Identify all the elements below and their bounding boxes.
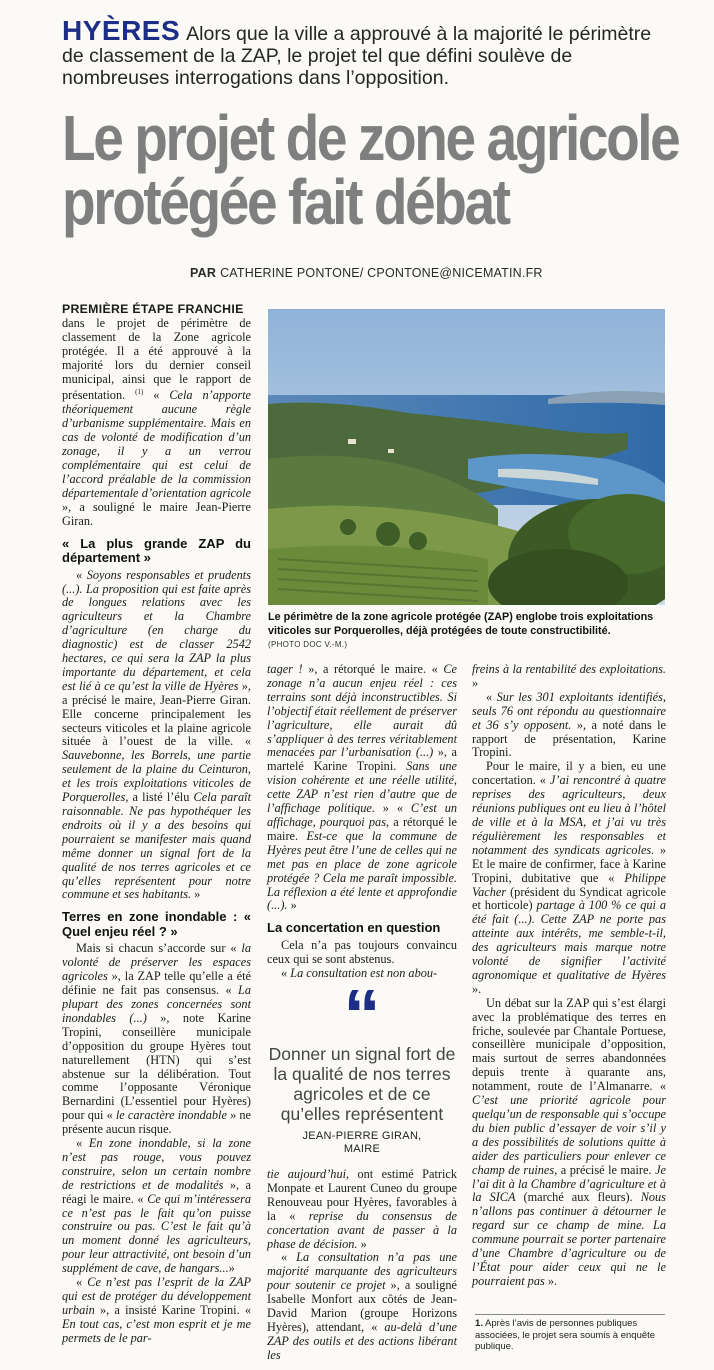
byline-par: PAR xyxy=(190,266,217,280)
text: , ont estimé Patrick Monpate et Laurent Cuneo du groupe Renouveau pour Hyères, favorables à la « xyxy=(267,1167,457,1223)
quote-author-role: MAIRE xyxy=(343,1143,381,1155)
column-2-continued xyxy=(267,1168,457,1363)
quote-text: Je l’ai dit à la Chambre d’agriculture et à la SICA xyxy=(472,1162,667,1205)
subheading: La concertation en question xyxy=(267,920,441,936)
text: Un débat sur la ZAP qui s’est élargi avec la problématique des terres en friche, soulevée par Chantale Portuese, conseillère municipale d’opposition, mais surtout de serres abandonnées depuis trente à quarante ans, notamment, route de l’Almanarre. « xyxy=(472,995,666,1094)
paragraph xyxy=(62,1276,251,1346)
text: » xyxy=(357,1236,367,1251)
headline-line-1: Le projet de zone agricole xyxy=(62,102,679,174)
text: Mais si chacun s’accorde sur « xyxy=(76,941,242,956)
text: « xyxy=(76,567,87,582)
quote-text: Sauvebonne, les Borrels, une partie seulement de la plaine du Ceinturon, et les trois exploitations viticoles de Porquerolles xyxy=(62,748,251,805)
text: » xyxy=(228,1261,235,1276)
quote-text: Soyons responsables et prudents (...). La proposition qui est faite après de longues relations avec les agriculteurs et la Chambre d’agriculture (en charge du diagnostic) est de classer 2542 hectares, ce qui sera la ZAP la plus importante du département, et cela est lié à ce qu’est la ville de Hyères xyxy=(62,567,251,693)
text: « xyxy=(76,1275,88,1290)
quote-text: reprise du consensus de concertation avant de passer à la phase de décision. xyxy=(267,1208,458,1251)
subheading: Terres en zone inondable : « Quel enjeu réel ? » xyxy=(62,909,251,939)
text: », a martelé Karine Tropini. xyxy=(267,745,457,774)
city-label: HYÈRES xyxy=(62,15,181,46)
landscape-photo xyxy=(268,309,665,605)
quote-text: En zone inondable, si la zone n’est pas rouge, vous pouvez construire, selon un certain nombre de restrictions et de modalités xyxy=(62,1136,251,1192)
photo-credit: (PHOTO DOC V.-M.) xyxy=(268,640,348,649)
kicker-text: Alors que la ville a approuvé à la majorité le périmètre de classement de la ZAP, le projet tel que défini soulève de nombreuses interrogations dans l’opposition. xyxy=(62,23,652,89)
quote-text: C’est une priorité agricole pour quelqu’un de responsable qui s’occupe du bien public d’essayer de voir s’il y a des possibilités de solutions quitte à aider des particuliers pour enlever ce champ de ruines xyxy=(472,1093,666,1177)
column-2 xyxy=(267,663,457,981)
text: » xyxy=(472,675,479,690)
text: » xyxy=(191,887,201,902)
quote-text: Ce n’est pas l’esprit de la ZAP qui est de protéger du développement urbain xyxy=(62,1275,251,1317)
quote-text: La consultation n’a pas une majorité marquante des agriculteurs pour soutenir ce projet xyxy=(267,1250,457,1293)
quote-text: Cela paraît raisonnable. Ne pas hypothéquer les endroits où il y a des besoins qui pourraient se manifester mais quand même donner un signal fort de la qualité de nos terres agricoles et ce qu’elles représentent pour notre commune et ses habitants. xyxy=(62,790,251,902)
footnote-text: Après l’avis de personnes publiques associées, le projet sera soumis à enquête publique. xyxy=(475,1318,656,1352)
byline-author: CATHERINE PONTONE/ CPONTONE@NICEMATIN.FR xyxy=(220,266,543,280)
text: » ne présente aucun risque. xyxy=(62,1108,252,1137)
paragraph xyxy=(62,942,251,1137)
text: « xyxy=(76,1136,89,1151)
text: », a souligné le maire Jean-Pierre Giran. xyxy=(62,499,251,528)
quote-text: La plupart des zones concernées sont inondables (...) xyxy=(62,983,251,1025)
text: », a noté dans le rapport de présentation, Karine Tropini. xyxy=(472,717,666,760)
paragraph xyxy=(267,1251,457,1362)
text: », a précisé le maire, Jean-Pierre Giran. Elle concerne principalement les secteurs viticoles et la plaine agricole située à l’ouest de la ville. « xyxy=(62,678,251,749)
text: (marché aux fleurs). xyxy=(515,1190,641,1205)
quote-text: Sans une vision cohérente et une réelle utilité, cette ZAP n’est rien d’autre que de l’affichage politique. xyxy=(267,759,458,816)
pull-quote-author xyxy=(267,1130,457,1156)
footnote-number: 1. xyxy=(475,1318,483,1329)
text: (président du Syndicat agricole et horticole) xyxy=(472,884,666,913)
footnote xyxy=(475,1314,665,1353)
quote-text: Ce qui m’intéressera ce n’est pas le fait qu’on puisse construire ou pas. C’est le fait qu’à un moment donné les agriculteurs, pour leur attractivité, ont besoin d’un supplément de cave, de hangars... xyxy=(62,1191,252,1276)
photo-caption: Le périmètre de la zone agricole protégée (ZAP) englobe trois exploitations viticoles sur Porquerolles, déjà protégées de toute constructibilité. xyxy=(268,611,654,637)
quote-text: partage à 100 % ce qui a été fait (...). Cette ZAP ne porte pas atteinte aux intérêts, me semble-t-il, des agriculteurs mais marque notre volonté de signifier l’activité agronomique et qualitative de Hyères xyxy=(472,898,666,982)
paragraph xyxy=(62,303,251,529)
lead-in: PREMIÈRE ÉTAPE FRANCHIE xyxy=(62,302,244,316)
column-1 xyxy=(62,303,251,1346)
quote-text: Philippe Vacher xyxy=(472,870,666,899)
pull-quote-text: Donner un signal fort de la qualité de nos terres agricoles et de ce qu’elles représentent xyxy=(268,1044,456,1124)
text: « xyxy=(281,965,291,980)
text: », a rétorqué le maire. « xyxy=(308,662,444,676)
quote-text: Nous n’allons pas continuer à détourner le regard sur ce champ de mine. La commune pourrait se porter partenaire d’une Chambre d’agriculture ou de l’État pour aider ceux qui ne le pourraient pas xyxy=(472,1190,666,1288)
porquerolles-landscape-image xyxy=(268,309,665,605)
paragraph xyxy=(62,569,251,903)
quote-text: La consultation est non abou- xyxy=(290,965,438,980)
subheading: « La plus grande ZAP du département » xyxy=(62,535,251,566)
column-3 xyxy=(472,663,666,1289)
article-kicker xyxy=(62,15,662,89)
quote-text: freins à la rentabilité des exploitations. xyxy=(472,662,666,676)
paragraph xyxy=(62,1137,251,1276)
text: , a rétorqué le maire. xyxy=(267,814,457,843)
quote-text: Cela n’apporte théoriquement aucune règle d’urbanisme supplémentaire. Mais en cas de volonté de modification d’un zonage, il y a un verrou complémentaire qui est celui de l’accord préalable de la commission départementale d’orientation agricole xyxy=(62,388,252,500)
text: », a insisté Karine Tropini. « xyxy=(94,1302,251,1317)
text: , a précisé le maire. xyxy=(554,1162,656,1177)
text: », la ZAP telle qu’elle a été définie ne fait pas consensus. « xyxy=(62,969,251,998)
text: » Et le maire de confirmer, face à Karine Tropini, dubitative que « xyxy=(472,842,666,885)
quote-text: le caractère inondable xyxy=(115,1108,227,1123)
text: », a souligné Isabelle Monfort aux côtés de Jean-David Marion (groupe Horizons Hyères), attendant, « xyxy=(267,1278,458,1334)
text: », note Karine Tropini, conseillère municipale d’opposition du groupe Hyères tout naturellement (HTN) qui s’est abstenue sur la délibération. Tout comme l’opposante Véronique Bernardini (L’essentiel pour Hyères) pour qui « xyxy=(62,1010,251,1123)
quote-text: Est-ce que la commune de Hyères peut être l’une de celles qui ne met pas en place de zone agricole protégée ? Cela me paraît impossible. La réflexion a été lente et approfondie (...). xyxy=(267,828,457,913)
quote-text: tager ! xyxy=(267,662,309,676)
footnote-divider xyxy=(475,1314,665,1315)
quote-text: tie aujourd’hui xyxy=(267,1167,347,1181)
text: « xyxy=(281,1250,297,1265)
footnote-ref: (1) xyxy=(135,388,144,397)
text: « xyxy=(143,388,170,403)
paragraph xyxy=(472,997,666,1289)
text: », a réagi le maire. « xyxy=(62,1177,251,1206)
text: ». xyxy=(544,1273,558,1288)
quote-text: En tout cas, c’est mon esprit et je me permets de le par- xyxy=(62,1316,251,1345)
text: , a listé l’élu xyxy=(125,790,194,805)
text: » xyxy=(287,898,297,913)
quote-text: au-delà d’une ZAP des outils et des actions libérant les xyxy=(267,1319,458,1362)
byline xyxy=(190,266,543,280)
headline-line-2: protégée fait débat xyxy=(62,166,509,238)
quote-text: C’est un affichage, pourquoi pas xyxy=(267,801,457,829)
quote-mark-icon: “ xyxy=(343,990,381,1038)
quote-text: Ce zonage n’a aucun enjeu réel : ces terrains sont déjà inconstructibles. Si l’objectif était réellement de préserver l’agriculture, elle aurait dû s’appliquer à des terres véritablement menacées par l’urbanisation (...) xyxy=(267,662,457,760)
paragraph xyxy=(472,760,666,996)
text: ». xyxy=(472,981,482,996)
quote-author-name: JEAN-PIERRE GIRAN, xyxy=(302,1130,422,1142)
paragraph: Cela n’a pas toujours convaincu ceux qui se sont abstenus. xyxy=(267,937,457,966)
paragraph xyxy=(267,967,457,981)
text: » « xyxy=(374,801,411,816)
paragraph xyxy=(472,663,666,691)
paragraph xyxy=(267,1168,457,1251)
text: « xyxy=(486,689,497,704)
text: dans le projet de périmètre de classement de la Zone agricole protégée. Il a été approuvé à la majorité lors du dernier conseil municipal, ainsi que le rapport de présentation. xyxy=(62,315,251,403)
paragraph xyxy=(267,663,457,913)
quote-text: J’ai rencontré à quatre reprises des agriculteurs, deux réunions publiques ont eu lieu à l’hôtel de ville et à la MSA, et j’ai vu très régulièrement les responsables et notamment des syndicats agricoles. xyxy=(472,773,666,857)
article-headline xyxy=(62,102,679,238)
quote-text: Sur les 301 exploitants identifiés, seuls 76 ont répondu au questionnaire et 36 s’y opposent. xyxy=(472,689,666,732)
quote-text: la volonté de préserver les espaces agricoles xyxy=(62,941,251,984)
pull-quote xyxy=(267,990,457,1156)
paragraph xyxy=(472,691,666,761)
text: Pour le maire, il y a bien, eu une concertation. « xyxy=(472,759,666,788)
